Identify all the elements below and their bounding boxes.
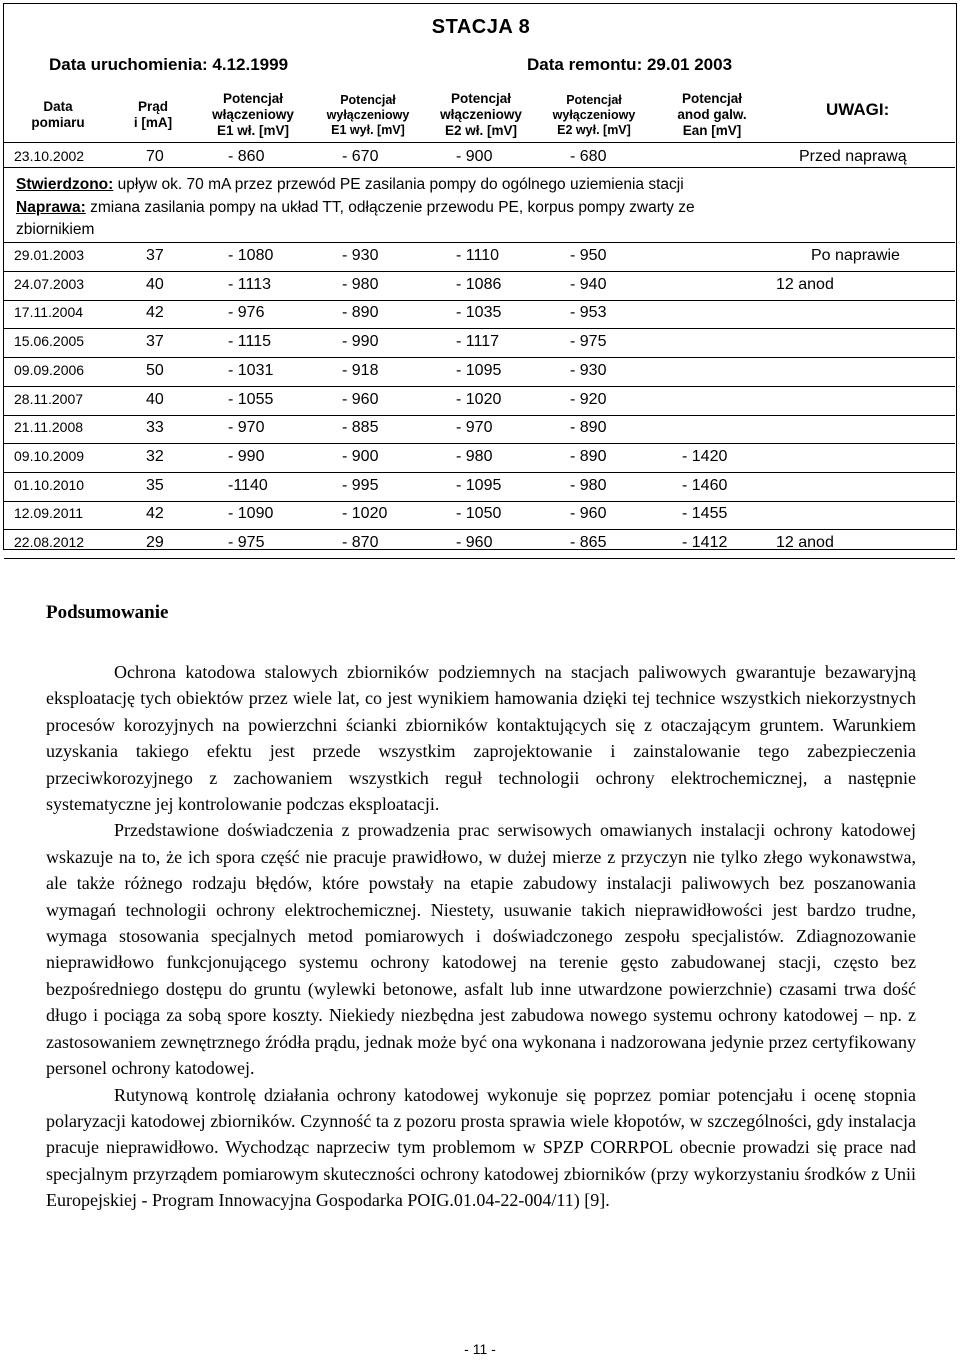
row-separator [4, 472, 955, 473]
cell-e1-off: - 1020 [342, 505, 388, 522]
cell-e1-on: - 860 [228, 148, 265, 165]
cell-e1-on: - 976 [228, 304, 265, 321]
cell-date: 01.10.2010 [14, 477, 85, 493]
cell-current: 29 [146, 534, 164, 551]
repair-label: Naprawa: [16, 199, 86, 216]
cell-e2-off: - 930 [570, 362, 607, 379]
cell-date: 12.09.2011 [14, 505, 84, 521]
row-separator [4, 443, 955, 444]
cell-e1-on: - 1080 [228, 247, 274, 264]
finding-text: upływ ok. 70 mA przez przewód PE zasilania pompy do ogólnego uziemienia stacji [113, 176, 684, 193]
cell-e2-on: - 1110 [456, 247, 499, 264]
station-measurement-table [3, 3, 957, 550]
cell-e2-on: - 980 [456, 448, 493, 465]
cell-e2-off: - 953 [570, 304, 607, 321]
cell-current: 35 [146, 477, 164, 494]
row-separator [4, 271, 955, 272]
header-current: Prąd i [mA] [133, 99, 173, 130]
cell-e1-on: -1140 [228, 477, 268, 494]
cell-e1-on: - 1031 [228, 362, 274, 379]
cell-e2-on: - 960 [456, 534, 493, 551]
start-date: Data uruchomienia: 4.12.1999 [49, 55, 289, 74]
cell-current: 32 [146, 448, 164, 465]
header-e2-on: Potencjał włączeniowy E2 wł. [mV] [440, 91, 522, 138]
cell-date: 21.11.2008 [14, 419, 84, 435]
cell-e2-on: - 1086 [456, 276, 502, 293]
header-remarks: UWAGI: [826, 100, 890, 119]
summary-text [46, 659, 916, 1214]
header-e2-off: Potencjał wyłączeniowy E2 wył. [mV] [552, 92, 636, 137]
cell-e1-off: - 900 [342, 448, 379, 465]
cell-e1-on: - 1115 [228, 333, 271, 350]
row-separator [4, 501, 955, 502]
row-separator [4, 357, 955, 358]
cell-e2-on: - 900 [456, 148, 493, 165]
cell-e1-off: - 980 [342, 276, 379, 293]
cell-e1-on: - 1055 [228, 391, 274, 408]
cell-e1-off: - 990 [342, 333, 379, 350]
finding-label: Stwierdzono: [16, 176, 114, 193]
cell-e2-on: - 1050 [456, 505, 502, 522]
cell-current: 70 [146, 148, 164, 165]
cell-current: 37 [146, 247, 164, 264]
cell-e2-on: - 1095 [456, 362, 502, 379]
cell-e1-off: - 960 [342, 391, 379, 408]
cell-e1-off: - 918 [342, 362, 379, 379]
header-anode: Potencjał anod galw. Ean [mV] [677, 91, 747, 138]
cell-e2-off: - 920 [570, 391, 607, 408]
repair-text: zmiana zasilania pompy na układ TT, odłączenie przewodu PE, korpus pompy zwarty ze [85, 199, 695, 216]
cell-remarks: Po naprawie [811, 247, 900, 264]
cell-e2-off: - 680 [570, 148, 607, 165]
row-separator [4, 386, 955, 387]
cell-anode: - 1412 [682, 534, 728, 551]
cell-e2-off: - 890 [570, 419, 607, 436]
cell-remarks: 12 anod [776, 534, 834, 551]
cell-date: 15.06.2005 [14, 333, 85, 349]
cell-e2-off: - 890 [570, 448, 607, 465]
cell-e1-off: - 890 [342, 304, 379, 321]
row-separator [4, 300, 955, 301]
cell-anode: - 1455 [682, 505, 728, 522]
station-title: STACJA 8 [431, 16, 531, 38]
repair-date: Data remontu: 29.01 2003 [527, 55, 733, 74]
cell-e1-off: - 870 [342, 534, 379, 551]
cell-date: 23.10.2002 [14, 148, 85, 164]
cell-e1-off: - 930 [342, 247, 379, 264]
cell-date: 29.01.2003 [14, 247, 85, 263]
cell-anode: - 1460 [682, 477, 728, 494]
cell-e2-off: - 960 [570, 505, 607, 522]
cell-date: 17.11.2004 [14, 304, 84, 320]
cell-date: 22.08.2012 [14, 534, 85, 550]
row-separator [4, 167, 955, 168]
cell-current: 37 [146, 333, 164, 350]
cell-e1-on: - 1113 [228, 276, 271, 293]
cell-e2-on: - 970 [456, 419, 493, 436]
row-separator [4, 242, 955, 243]
cell-remarks: 12 anod [776, 276, 834, 293]
cell-date: 09.10.2009 [14, 448, 85, 464]
cell-current: 40 [146, 391, 164, 408]
cell-e2-off: - 865 [570, 534, 607, 551]
header-date: Data pomiaru [31, 99, 85, 130]
cell-date: 28.11.2007 [14, 391, 84, 407]
row-separator [4, 142, 955, 143]
finding-note [16, 176, 684, 194]
header-e1-off: Potencjał wyłączeniowy E1 wył. [mV] [326, 92, 410, 137]
cell-e1-on: - 970 [228, 419, 265, 436]
cell-current: 33 [146, 419, 164, 436]
cell-e2-off: - 975 [570, 333, 607, 350]
cell-e2-off: - 940 [570, 276, 607, 293]
cell-e2-off: - 950 [570, 247, 607, 264]
paragraph-3: Rutynową kontrolę działania ochrony katodowej wykonuje się poprzez pomiar potencjału i ocenę stopnia polaryzacji katodowej zbiorników. Czynność ta z pozoru prosta sprawia wiele kłopotów, w szczególności, gdy instalacja pracuje nieprawidłowo. Wychodząc naprzeciw tym problemom w SPZP CORRPOL obecnie prowadzi się prace nad specjalnym przyrządem pomiarowym skuteczności ochrony katodowej zbiorników (przy wykorzystaniu środków z Unii Europejskiej - Program Innowacyjna Gospodarka POIG.01.04-22-004/11) [9]. [46, 1084, 916, 1211]
row-separator [4, 529, 955, 530]
row-separator [4, 328, 955, 329]
paragraph-2: Przedstawione doświadczenia z prowadzenia prac serwisowych omawianych instalacji ochrony katodowej wskazuje na to, że ich spora część nie pracuje prawidłowo, w dużej mierze z przyczyn nie tylko złego wykonawstwa, ale także różnego rodzaju błędów, które powstały na etapie zabudowy instalacji paliwowych bez poszanowania wymagań technologii ochrony elektrochemicznej. Niestety, usuwanie takich nieprawidłowości jest bardzo trudne, wymaga stosowania specjalnych metod pomiarowych i doświadczonego zespołu specjalistów. Zdiagnozowanie nieprawidłowo funkcjonującego systemu ochrony katodowej na terenie gęsto zabudowanej stacji, często bez bezpośredniego dostępu do gruntu (wylewki betonowe, asfalt lub inne utwardzone powierzchnie) czasami trwa dość długo i pociąga za sobą spore koszty. Niekiedy niezbędna jest zabudowa nowego systemu ochrony katodowej – np. z zastosowaniem zewnętrznego źródła prądu, jednak może być ona wykonana i nadzorowana jedynie przez certyfikowany personel ochrony katodowej. [46, 820, 916, 1079]
cell-e2-on: - 1035 [456, 304, 502, 321]
cell-e2-on: - 1117 [456, 333, 499, 350]
cell-e1-on: - 975 [228, 534, 265, 551]
summary-heading: Podsumowanie [46, 602, 169, 623]
cell-e1-off: - 670 [342, 148, 379, 165]
cell-e1-off: - 995 [342, 477, 379, 494]
page-number: - 11 - [464, 1341, 496, 1357]
cell-current: 42 [146, 304, 164, 321]
row-separator [4, 415, 955, 416]
cell-e1-on: - 1090 [228, 505, 274, 522]
cell-current: 50 [146, 362, 164, 379]
row-separator [4, 558, 955, 559]
cell-date: 09.09.2006 [14, 362, 85, 378]
cell-remarks: Przed naprawą [799, 148, 907, 165]
header-e1-on: Potencjał włączeniowy E1 wł. [mV] [212, 91, 294, 138]
cell-date: 24.07.2003 [14, 276, 85, 292]
cell-e1-off: - 885 [342, 419, 379, 436]
cell-current: 40 [146, 276, 164, 293]
cell-anode: - 1420 [682, 448, 728, 465]
cell-current: 42 [146, 505, 164, 522]
cell-e2-off: - 980 [570, 477, 607, 494]
cell-e2-on: - 1095 [456, 477, 502, 494]
cell-e1-on: - 990 [228, 448, 265, 465]
cell-e2-on: - 1020 [456, 391, 502, 408]
repair-note [16, 199, 695, 217]
repair-note-continued: zbiornikiem [16, 221, 95, 238]
paragraph-1: Ochrona katodowa stalowych zbiorników podziemnych na stacjach paliwowych gwarantuje bezawaryjną eksploatację tych obiektów przez wiele lat, co jest wynikiem hamowania dzięki tej technice wszystkich niekorzystnych procesów korozyjnych na powierzchni ścianki zbiorników kontaktujących się z otaczającym gruntem. Warunkiem uzyskania takiego efektu jest przede wszystkim zaprojektowanie i zainstalowanie tego zabezpieczenia przeciwkorozyjnego z zachowaniem wszystkich reguł technologii ochrony elektrochemicznej, a następnie systematyczne jej kontrolowanie podczas eksploatacji. [46, 662, 916, 815]
